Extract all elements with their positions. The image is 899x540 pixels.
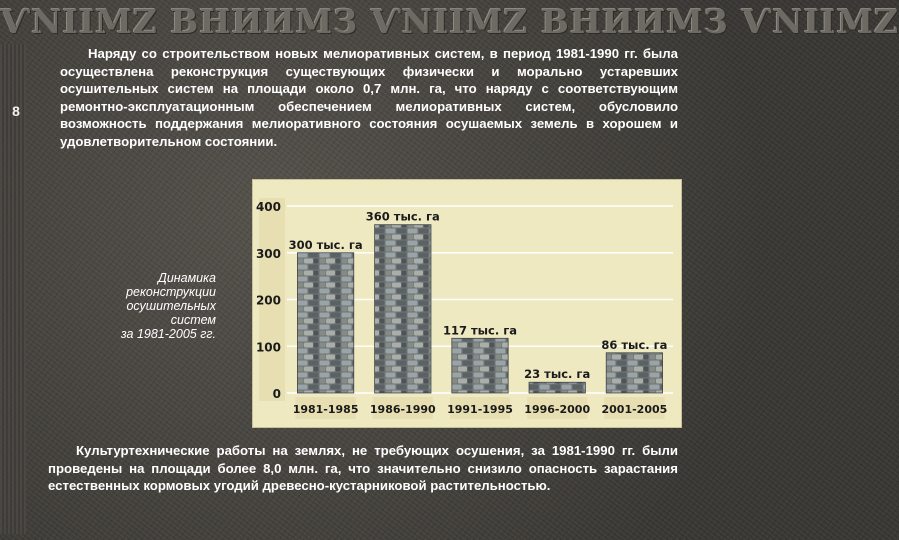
chart-caption xyxy=(92,271,216,341)
y-tick-label: 400 xyxy=(255,200,281,214)
paragraph-culture-technical xyxy=(48,442,678,495)
chart-svg xyxy=(253,180,681,427)
bar-data-label: 23 тыс. га xyxy=(524,367,591,382)
bar-data-label: 86 тыс. га xyxy=(601,337,668,352)
category-label: 1981-1985 xyxy=(292,403,359,416)
bar xyxy=(529,382,585,393)
category-label: 2001-2005 xyxy=(601,403,668,416)
reconstruction-chart xyxy=(253,180,681,427)
paragraph-reconstruction-text: Наряду со строительством новых мелиоративных систем, в период 1981-1990 гг. была осуществлена реконструкция существующих физически и морально устаревших осушительных систем на площади около 0,7 млн. га, что наряду с соответствующим ремонтно-эксплуатационным обеспечением мелиоративных систем, обусловило возможность поддержания мелиоративного состояния осушаемых земель в хорошем и удовлетворительном состоянии. xyxy=(60,46,678,149)
paragraph-reconstruction xyxy=(60,45,678,151)
paragraph-culture-technical-text: Культуртехнические работы на землях, не требующих осушения, за 1981-1990 гг. были проведены на площади более 8,0 млн. га, что значительно снизило опасность зарастания естественных кормовых угодий древесно-кустарниковой растительностью. xyxy=(48,443,678,494)
bar-data-label: 360 тыс. га xyxy=(365,209,440,224)
y-tick-label: 0 xyxy=(272,387,281,401)
bar xyxy=(375,225,431,393)
bar-data-label: 117 тыс. га xyxy=(442,323,518,338)
y-tick-label: 300 xyxy=(255,246,281,261)
caption-line: за 1981-2005 гг. xyxy=(120,327,216,341)
caption-line: систем xyxy=(170,313,216,327)
caption-line: Динамика xyxy=(158,271,216,285)
bar xyxy=(452,338,508,393)
bar xyxy=(606,353,662,393)
caption-line: реконструкции xyxy=(126,285,216,299)
category-label: 1986-1990 xyxy=(369,403,436,416)
y-tick-label: 100 xyxy=(255,340,281,355)
category-label: 1996-2000 xyxy=(524,403,591,416)
bar xyxy=(297,253,353,393)
y-tick-label: 200 xyxy=(255,293,281,308)
page-number: 8 xyxy=(12,103,20,119)
caption-line: осушительных xyxy=(126,299,216,313)
bar-data-label: 300 тыс. га xyxy=(288,237,363,252)
watermark-banner: ѴNIIMZ ВНИИМЗ ѴNIIMZ ВНИИМЗ ѴNIIMZ xyxy=(0,2,899,41)
category-label: 1991-1995 xyxy=(447,403,513,416)
